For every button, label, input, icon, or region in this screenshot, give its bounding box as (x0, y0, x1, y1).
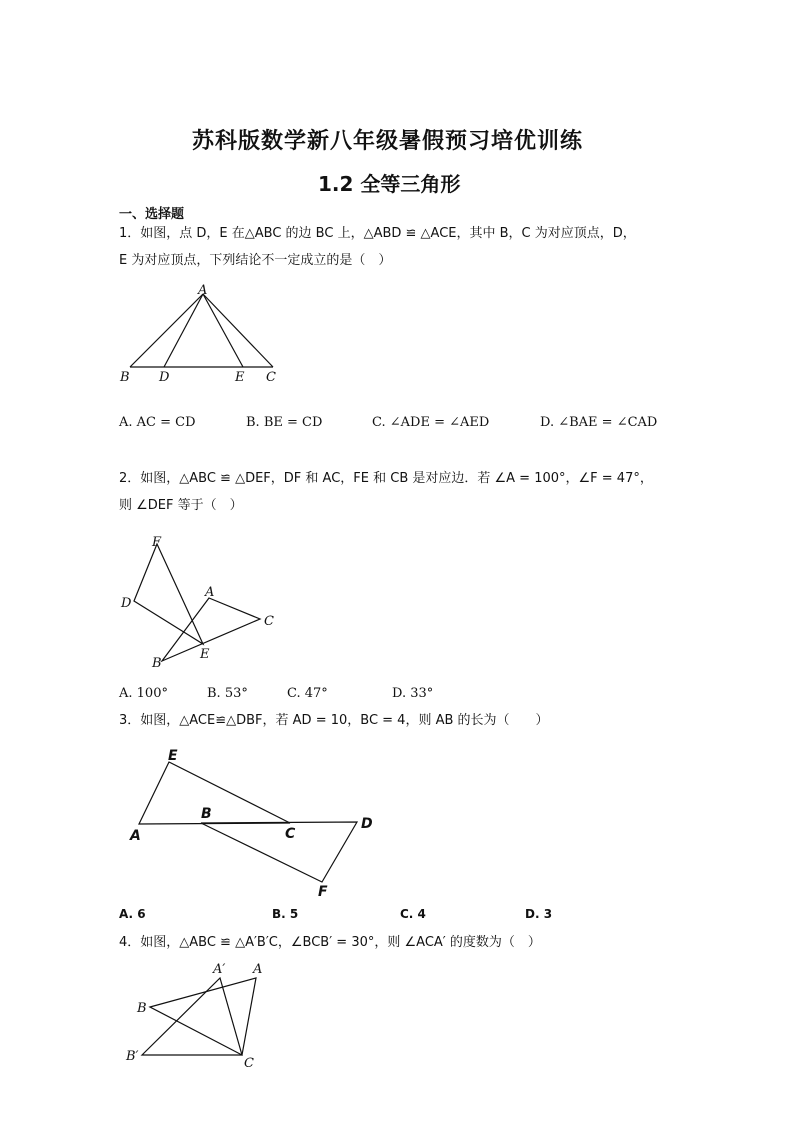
label-a: A (253, 962, 263, 977)
label-e: E (235, 370, 245, 385)
question-3-figure (125, 740, 385, 905)
q1-option-b[interactable]: B. BE = CD (246, 415, 323, 430)
q2-option-a[interactable]: A. 100° (119, 686, 168, 701)
question-4-text: 4．如图，△ABC ≌ △A′B′C，∠BCB′ = 30°，则 ∠ACA′ 的度数为（ ） (119, 935, 541, 950)
triangles-ace-dbf-lines (139, 762, 357, 882)
label-e: E (168, 748, 178, 764)
question-4-figure (120, 955, 280, 1073)
q3-option-c[interactable]: C. 4 (400, 907, 426, 921)
label-b: B (152, 656, 162, 671)
q1-option-c[interactable]: C. ∠ADE = ∠AED (372, 415, 490, 430)
q2-option-c[interactable]: C. 47° (287, 686, 328, 701)
q3-option-a[interactable]: A. 6 (119, 907, 146, 921)
q3-option-b[interactable]: B. 5 (272, 907, 299, 921)
question-2-line-1: 2．如图，△ABC ≌ △DEF，DF 和 AC，FE 和 CB 是对应边．若 ∠A = 100°，∠F = 47°， (119, 471, 653, 486)
triangle-abc-lines (130, 294, 273, 367)
question-1-line-1: 1．如图，点 D，E 在△ABC 的边 BC 上，△ABD ≌ △ACE，其中 B，C 为对应顶点，D， (119, 226, 636, 241)
question-2-line-2: 则 ∠DEF 等于（ ） (119, 498, 243, 513)
label-f: F (152, 535, 162, 550)
question-2-figure (112, 530, 292, 675)
page-subtitle: 1.2 全等三角形 (318, 172, 461, 196)
q3-option-d[interactable]: D. 3 (525, 907, 553, 921)
q2-option-d[interactable]: D. 33° (392, 686, 434, 701)
label-c: C (264, 614, 274, 629)
question-1-text (119, 220, 636, 274)
label-a: A (198, 283, 208, 298)
question-3-text: 3．如图，△ACE≌△DBF，若 AD = 10，BC = 4，则 AB 的长为（ ） (119, 713, 549, 728)
question-1-line-2: E 为对应顶点，下列结论不一定成立的是（ ） (119, 253, 392, 268)
question-1-figure (110, 280, 290, 390)
label-d: D (121, 596, 132, 611)
q2-option-b[interactable]: B. 53° (207, 686, 248, 701)
label-c: C (266, 370, 276, 385)
label-b: B (137, 1001, 147, 1016)
label-b: B (201, 806, 212, 822)
page-title: 苏科版数学新八年级暑假预习培优训练 (192, 129, 584, 154)
label-f: F (318, 884, 328, 900)
label-d: D (159, 370, 170, 385)
label-e: E (200, 647, 210, 662)
label-a: A (130, 828, 141, 844)
q1-option-d[interactable]: D. ∠BAE = ∠CAD (540, 415, 658, 430)
triangles-abc-a1b1c-lines (142, 978, 256, 1055)
triangles-def-abc-lines (134, 544, 260, 661)
label-b-prime: B′ (126, 1049, 139, 1064)
label-a-prime: A′ (213, 962, 226, 977)
q1-option-a[interactable]: A. AC = CD (119, 415, 196, 430)
label-b: B (120, 370, 130, 385)
label-d: D (361, 816, 373, 832)
label-c: C (244, 1056, 254, 1071)
section-heading: 一、选择题 (119, 207, 185, 222)
label-a: A (205, 585, 215, 600)
question-2-text (119, 465, 653, 519)
label-c: C (285, 826, 296, 842)
